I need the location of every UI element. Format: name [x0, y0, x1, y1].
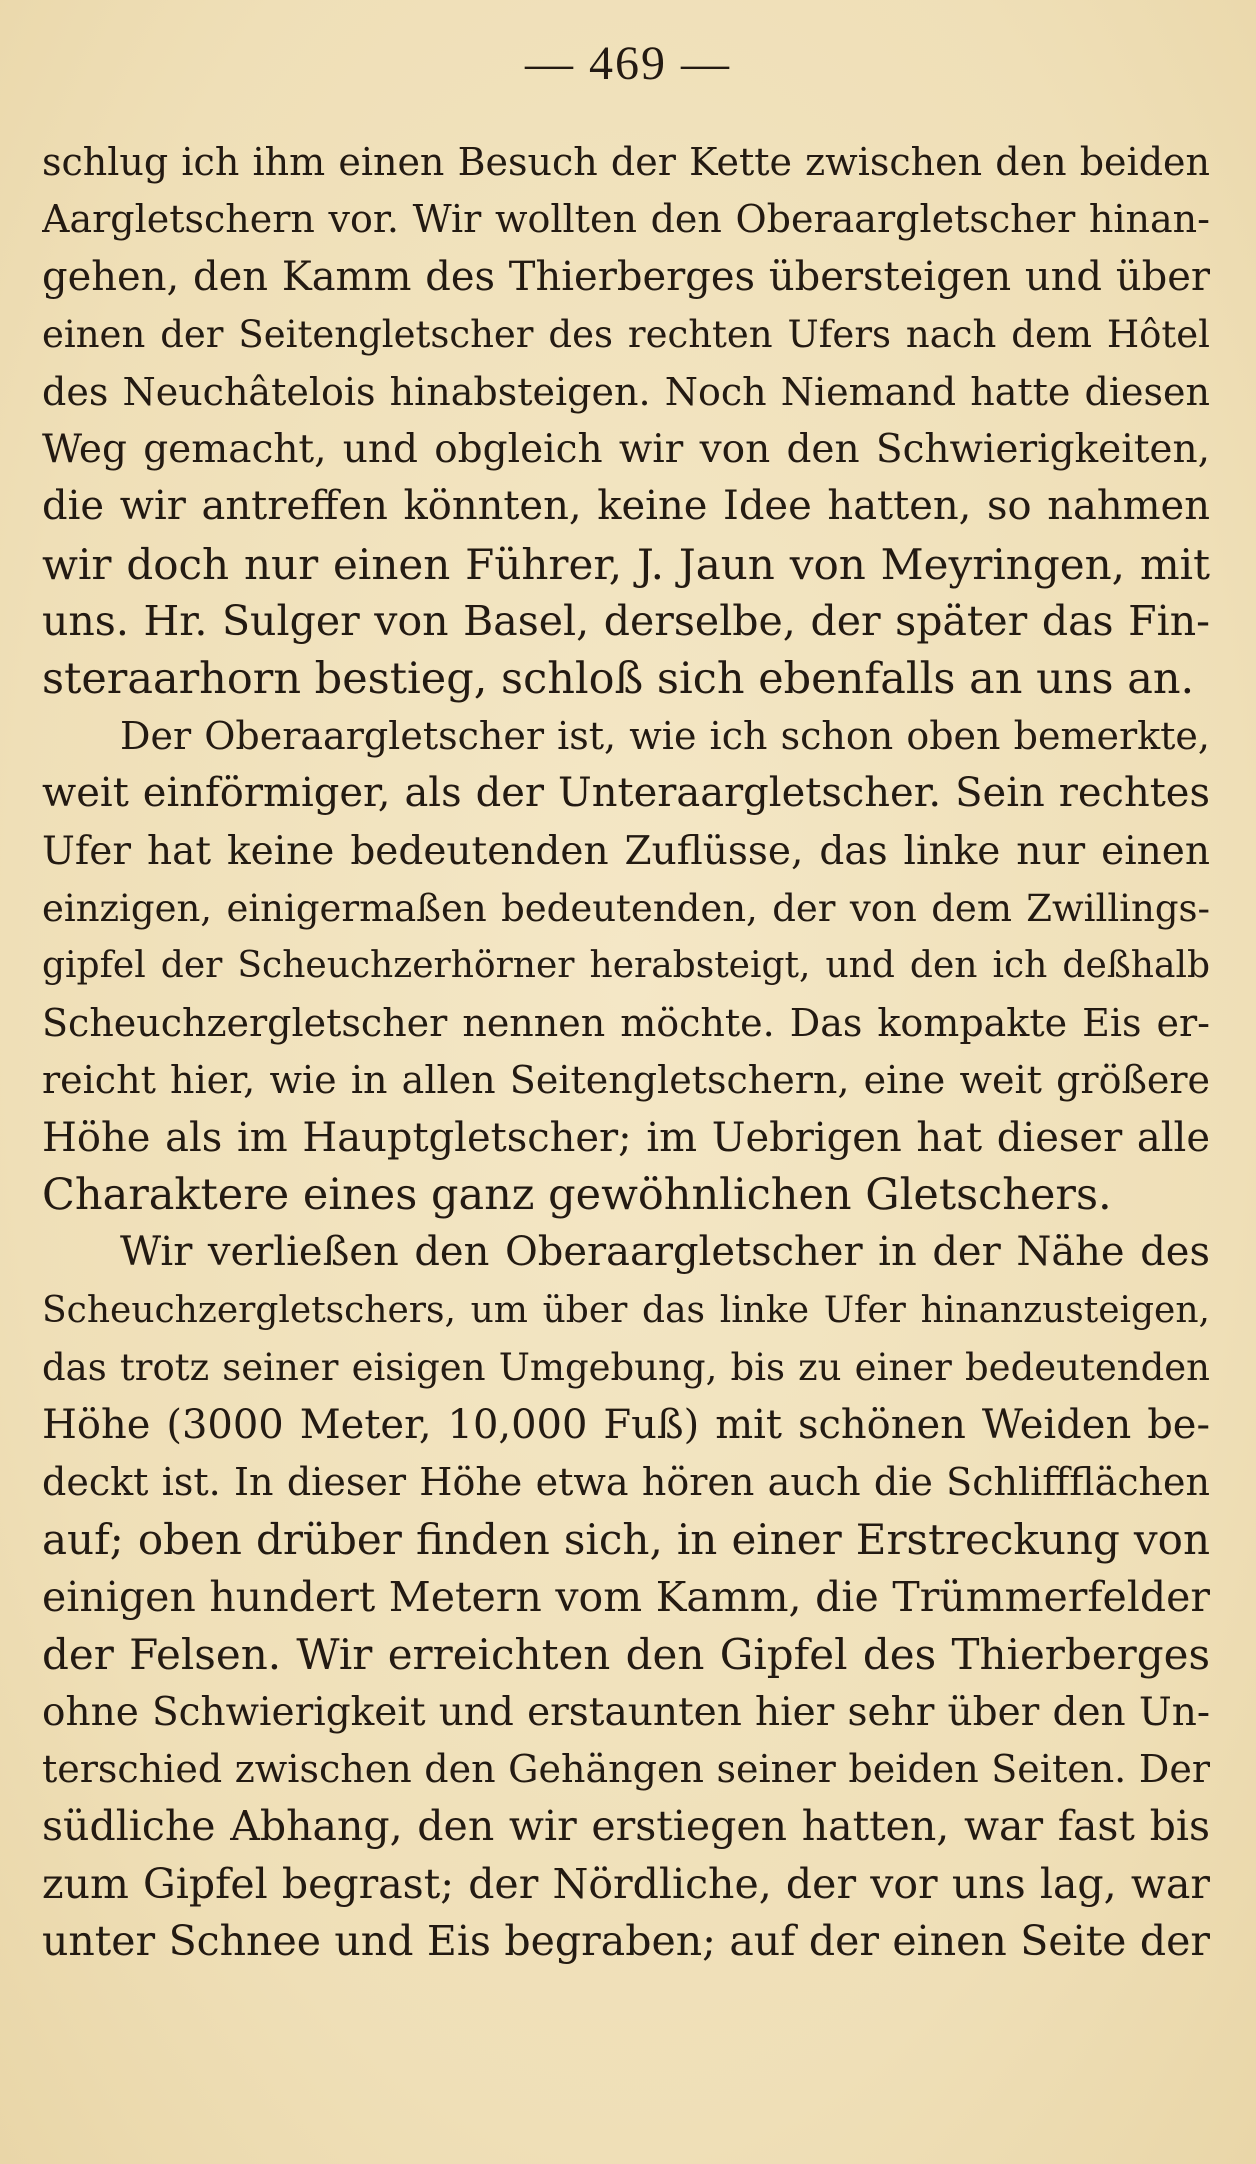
text-line: zum Gipfel begrast; der Nördliche, der vor uns lag, war — [42, 1859, 1210, 1908]
text-line: deckt ist. In dieser Höhe etwa hören auch die Schliffflächen — [42, 1459, 1210, 1504]
text-line: auf; oben drüber finden sich, in einer Erstreckung von — [42, 1515, 1210, 1565]
text-line: wir doch nur einen Führer, J. Jaun von Meyringen, mit — [42, 539, 1210, 589]
text-line: die wir antreffen könnten, keine Idee hatten, so nahmen — [42, 483, 1210, 530]
text-line: reicht hier, wie in allen Seitengletschern, eine weit größere — [42, 1058, 1210, 1103]
paragraph-first-line: Wir verließen den Oberaargletscher in der Nähe des — [120, 1229, 1210, 1276]
text-line: gipfel der Scheuchzerhörner herabsteigt, und den ich deßhalb — [42, 945, 1210, 987]
text-line: einzigen, einigermaßen bedeutenden, der von dem Zwillings- — [42, 887, 1210, 931]
text-line: uns. Hr. Sulger von Basel, derselbe, der später das Fin- — [42, 597, 1210, 646]
text-line: das trotz seiner eisigen Umgebung, bis zu einer bedeutenden — [42, 1346, 1210, 1390]
text-line: steraarhorn bestieg, schloß sich ebenfalls an uns an. — [42, 653, 1195, 704]
text-line: Scheuchzergletscher nennen möchte. Das kompakte Eis er- — [42, 1000, 1210, 1045]
text-line: gehen, den Kamm des Thierberges übersteigen und über — [42, 253, 1210, 300]
page-number: — 469 — — [525, 37, 731, 90]
paragraph-first-line: Der Oberaargletscher ist, wie ich schon oben bemerkte, — [120, 713, 1210, 758]
text-line: einen der Seitengletscher des rechten Ufers nach dem Hôtel — [42, 313, 1210, 357]
text-line: Höhe als im Hauptgletscher; im Uebrigen hat dieser alle — [42, 1114, 1210, 1161]
text-line: einigen hundert Metern vom Kamm, die Trümmerfelder — [42, 1572, 1210, 1621]
text-line: Weg gemacht, und obgleich wir von den Schwierigkeiten, — [42, 426, 1210, 472]
text-line: Charaktere eines ganz gewöhnlichen Gletschers. — [42, 1170, 1112, 1221]
body-text — [42, 134, 1210, 1971]
text-line: Ufer hat keine bedeutenden Zuflüsse, das linke nur einen — [42, 828, 1210, 874]
text-line: weit einförmiger, als der Unteraargletscher. Sein rechtes — [42, 770, 1210, 817]
text-line: südliche Abhang, den wir erstiegen hatten, war fast bis — [42, 1802, 1210, 1851]
text-line: des Neuchâtelois hinabsteigen. Noch Niemand hatte diesen — [42, 369, 1210, 414]
text-line: Scheuchzergletschers, um über das linke Ufer hinanzusteigen, — [42, 1289, 1210, 1331]
text-line: der Felsen. Wir erreichten den Gipfel des Thierberges — [42, 1630, 1210, 1680]
text-line: ohne Schwierigkeit und erstaunten hier sehr über den Un- — [42, 1689, 1210, 1735]
text-line: unter Schnee und Eis begraben; auf der einen Seite der — [42, 1917, 1210, 1966]
text-line: Höhe (3000 Meter, 10,000 Fuß) mit schönen Weiden be- — [42, 1401, 1210, 1448]
text-line: terschied zwischen den Gehängen seiner beiden Seiten. Der — [42, 1746, 1210, 1791]
text-line: Aargletschern vor. Wir wollten den Oberaargletscher hinan- — [42, 197, 1210, 242]
text-line: schlug ich ihm einen Besuch der Kette zwischen den beiden — [42, 140, 1210, 184]
